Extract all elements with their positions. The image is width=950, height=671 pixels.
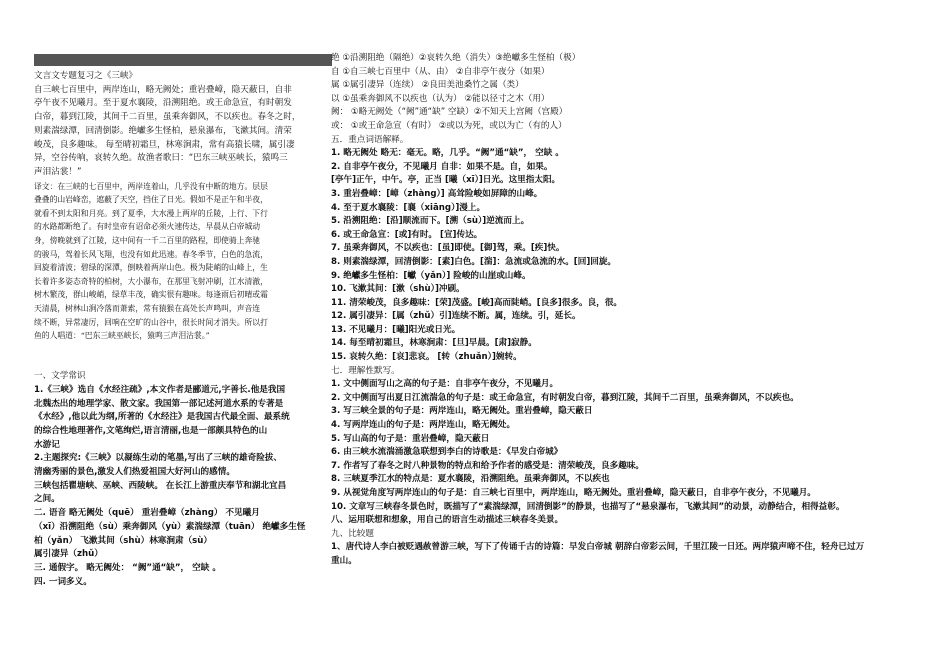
text-line: 自三峡七百里中，两岸连山，略无阙处；重岩叠嶂，隐天蔽日，自非	[34, 84, 292, 95]
text-line: 4. 至于夏水襄陵：[襄（xiāng）]漫上。	[331, 202, 486, 213]
text-line: 属引凄异（zhǔ）	[34, 549, 103, 560]
text-line: 白帝，暮到江陵，其间千二百里，虽乘奔御风，不以疾也。春冬之时，	[34, 112, 301, 123]
header-bar	[34, 54, 332, 66]
text-line: 或： ①或王命急宣（有时） ②或以为死，或以为亡（有的人）	[331, 120, 567, 131]
text-line: 9. 绝巘多生怪柏：[巘（yǎn）] 险峻的山崖或山峰。	[331, 270, 531, 281]
text-line: 12. 属引凄异：[属（zhǔ）引]连续不断。属，连续。引，延长。	[331, 311, 581, 322]
text-line: 2.主题探究:《三峡》以凝练生动的笔墨,写出了三峡的雄奇险拔、	[34, 453, 282, 464]
text-line: 10. 飞漱其间：[漱（shù）]冲刷。	[331, 284, 465, 295]
text-line: 身，傍晚就到了江陵，这中间有一千二百里的路程，即使骑上奔驰	[34, 236, 261, 245]
text-line: 以 ①虽乘奔御风不以疾也（认为） ②能以径寸之木（用）	[331, 93, 550, 104]
section2-content	[34, 507, 327, 562]
text-line: 6. 或王命急宣：[或]有时。 [宣]传达。	[331, 229, 483, 240]
text-line: 长着许多姿态奇特的柏树，大小瀑布，在那里飞射冲刷，江水清澈，	[34, 276, 268, 286]
section3-content: 三. 通假字。 略无阙处： “阙”通“缺”， 空缺 。	[34, 562, 221, 573]
text-line: [亭午]正午，中午。亭，正当 [曦（xī）]日光。这里指太阳。	[331, 175, 561, 186]
section1-content	[34, 384, 327, 507]
text-line: 8. 三峡夏季江水的特点是：夏水襄陵，沿溯阻绝。虽乘奔御风，不以疾也	[331, 474, 610, 485]
text-line: 亭午夜不见曦月。至于夏水襄陵，沿溯阻绝。或王命急宣，有时朝发	[34, 98, 292, 109]
translation-text	[34, 180, 327, 343]
left-column	[34, 70, 327, 589]
text-line: 5. 沿溯阻绝：[沿]顺流而下。[溯（sù）]逆流而上。	[331, 216, 530, 227]
text-line: 二. 语音 略无阙处（quē） 重岩叠嶂（zhàng） 不见曦月	[34, 508, 260, 519]
text-line: 叠叠的山岩峰峦，遮蔽了天空，挡住了日光。假如不是正午和半夜，	[34, 195, 268, 205]
text-line: 树木繁茂，群山峻峭，绿草丰茂，确实很有趣味。每逢雨后初晴或霜	[34, 290, 268, 300]
text-line: 《水经》,他以此为纲,所著的《水经注》是我国古代最全面、最系统	[34, 412, 290, 423]
text-line: 14. 每至晴初霜旦，林寒涧肃：[旦]早晨。[肃]寂静。	[331, 338, 537, 349]
text-line: 11. 清荣峻茂，良多趣味：[荣]茂盛。[峻]高而陡峭。[良多]很多。良，很。	[331, 297, 623, 308]
text-line: 峻茂，良多趣味。 每至晴初霜旦，林寒涧肃，常有高猿长啸，属引凄	[34, 139, 295, 150]
document-title: 文言文专题复习之《三峡》	[34, 71, 138, 81]
section4-title: 四. 一词多义。	[34, 576, 92, 587]
text-line: 属 ①属引凄异（连续） ②良田美池桑竹之属（类）	[331, 80, 524, 91]
text-line: 2. 文中侧面写出夏日江流湍急的句子是：或王命急宣，有时朝发白帝，暮到江陵，其间千二百里，虽乘奔御风，不以疾也。	[331, 392, 799, 403]
text-line: 清幽秀丽的景色,激发人们热爱祖国大好河山的感情。	[34, 467, 235, 478]
text-line: 7. 虽乘奔御风，不以疾也：[虽]即使。[御]驾，乘。[疾]快。	[331, 243, 565, 254]
text-line: 北魏杰出的地理学家、散文家。我国第一部记述河道水系的专著是	[34, 398, 284, 409]
text-line: 异，空谷传响，哀转久绝。故渔者歌曰：“巴东三峡巫峡长，猿鸣三	[34, 153, 288, 164]
text-line: 2. 自非亭午夜分，不见曦月 自非：如果不是。自，如果。	[331, 161, 553, 172]
text-line: 9. 从视觉角度写两岸连山的句子是：自三峡七百里中，两岸连山，略无阙处。重岩叠嶂，隐天蔽日，自非亭午夜分，不见曦月。	[331, 488, 816, 498]
text-line: 的骏马，驾着长风飞翔，也没有如此迅速。春冬季节，白色的急流，	[34, 249, 268, 259]
text-line: 1. 文中侧面写山之高的句子是：自非亭午夜分，不见曦月。	[331, 379, 559, 390]
text-line: 8. 则素湍绿潭，回清倒影：[素]白色。[湍]：急流或急流的水。[回]回旋。	[331, 256, 617, 267]
text-line: 阙： ①略无阙处（“阙”通“缺” 空缺）②不知天上宫阙（宫殿）	[331, 107, 568, 118]
text-line: 10. 文章写三峡春冬景色时，既描写了“素湍绿潭，回清倒影”的静景，也描写了“悬泉瀑布，飞漱其间”的动景，动静结合，相得益彰。	[331, 501, 845, 512]
text-line: 续不断，异常凄厉，回响在空旷的山谷中，很长时间才消失。所以打	[34, 317, 268, 327]
text-line: 八、运用联想和想象，用自己的语言生动描述三峡春冬美景。	[331, 515, 564, 526]
text-line: 就看不到太阳和月亮。到了夏季，大水漫上两岸的丘陵，上行、下行	[34, 208, 268, 218]
text-line: 的综合性地理著作,文笔绚烂,语言清丽,也是一部颇具特色的山	[34, 425, 268, 436]
text-line: 声泪沾裳！”	[34, 166, 82, 177]
text-line: 6. 由三峡水流湍涌激急联想到李白的诗歌是：《早发白帝城》	[331, 447, 563, 458]
right-column	[331, 52, 921, 569]
text-line: 水游记	[34, 439, 60, 450]
text-line: 1、唐代诗人李白被贬遇赦曾游三峡，写下了传诵千古的诗篇：早发白帝城 朝辞白帝彩云间，千里江陵一日还。两岸猿声啼不住，轻舟已过万	[331, 542, 865, 553]
text-line: 15. 哀转久绝：[哀]悲哀。 [转（zhuǎn）]婉转。	[331, 352, 522, 363]
text-line: 之间。	[34, 494, 60, 505]
text-line: 柏（yǎn） 飞漱其间（shù）林寒涧肃（sù）	[34, 535, 213, 546]
text-line: 3. 重岩叠嶂：[嶂（zhàng）] 高耸险峻如屏障的山峰。	[331, 188, 543, 199]
text-line: 九、比较题	[331, 528, 374, 539]
text-line: 译文：在三峡的七百里中，两岸连着山，几乎没有中断的地方。层层	[34, 181, 268, 191]
text-line: 鱼的人唱道：“巴东三峡巫峡长，猿鸣三声泪沾裳。”	[34, 331, 210, 341]
text-line: 1. 略无阙处 略无：毫无。略，几乎。“阙”通“缺”， 空缺 。	[331, 148, 564, 159]
text-line: 三峡包括瞿塘峡、巫峡、西陵峡。 在长江上游重庆奉节和湖北宜昌	[34, 480, 287, 491]
text-line: 绝 ①沿溯阻绝（隔绝）②哀转久绝（消失）③绝巘多生怪柏（极）	[331, 53, 581, 63]
text-line: 自 ①自三峡七百里中（从、由） ②自非亭午夜分（如果）	[331, 66, 550, 77]
text-line: 1.《三峡》选自《水经注疏》,本文作者是郦道元,字善长.他是我国	[34, 384, 286, 395]
text-line: 则素湍绿潭，回清倒影。绝巘多生怪柏，悬泉瀑布，飞漱其间。清荣	[34, 125, 292, 136]
original-text	[34, 84, 327, 180]
text-line: 7. 作者写了春冬之时八种景物的特点和给予作者的感受是：清荣峻茂，良多趣味。	[331, 460, 645, 471]
text-line: 的水路都断绝了。有时皇帝有诏命必须火速传达，早晨从白帝城动	[34, 222, 261, 232]
text-line: 七．理解性默写。	[331, 365, 400, 376]
section1-title: 一、文学常识	[34, 371, 86, 382]
text-line: 4. 写两岸连山的句子是：两岸连山，略无阙处。	[331, 420, 516, 431]
text-line: 天清晨，树林山涧冷落而萧索，常有猿猴在高处长声鸣叫，声音连	[34, 303, 261, 313]
text-line: 重山。	[331, 555, 357, 566]
text-line: 回旋着清波；碧绿的深潭，倒映着两岸山色。极为陡峭的山峰上，生	[34, 263, 268, 273]
text-line: （xī）沿溯阻绝（sù）乘奔御风（yù）素湍绿潭（tuān） 绝巘多生怪	[34, 521, 306, 532]
text-line: 13. 不见曦月：[曦]阳光或日光。	[331, 324, 461, 335]
text-line: 3. 写三峡全景的句子是：两岸连山，略无阙处。重岩叠嶂，隐天蔽日	[331, 406, 593, 417]
text-line: 五．重点词语解释。	[331, 134, 409, 145]
text-line: 5. 写山高的句子是：重岩叠嶂，隐天蔽日	[331, 433, 490, 444]
